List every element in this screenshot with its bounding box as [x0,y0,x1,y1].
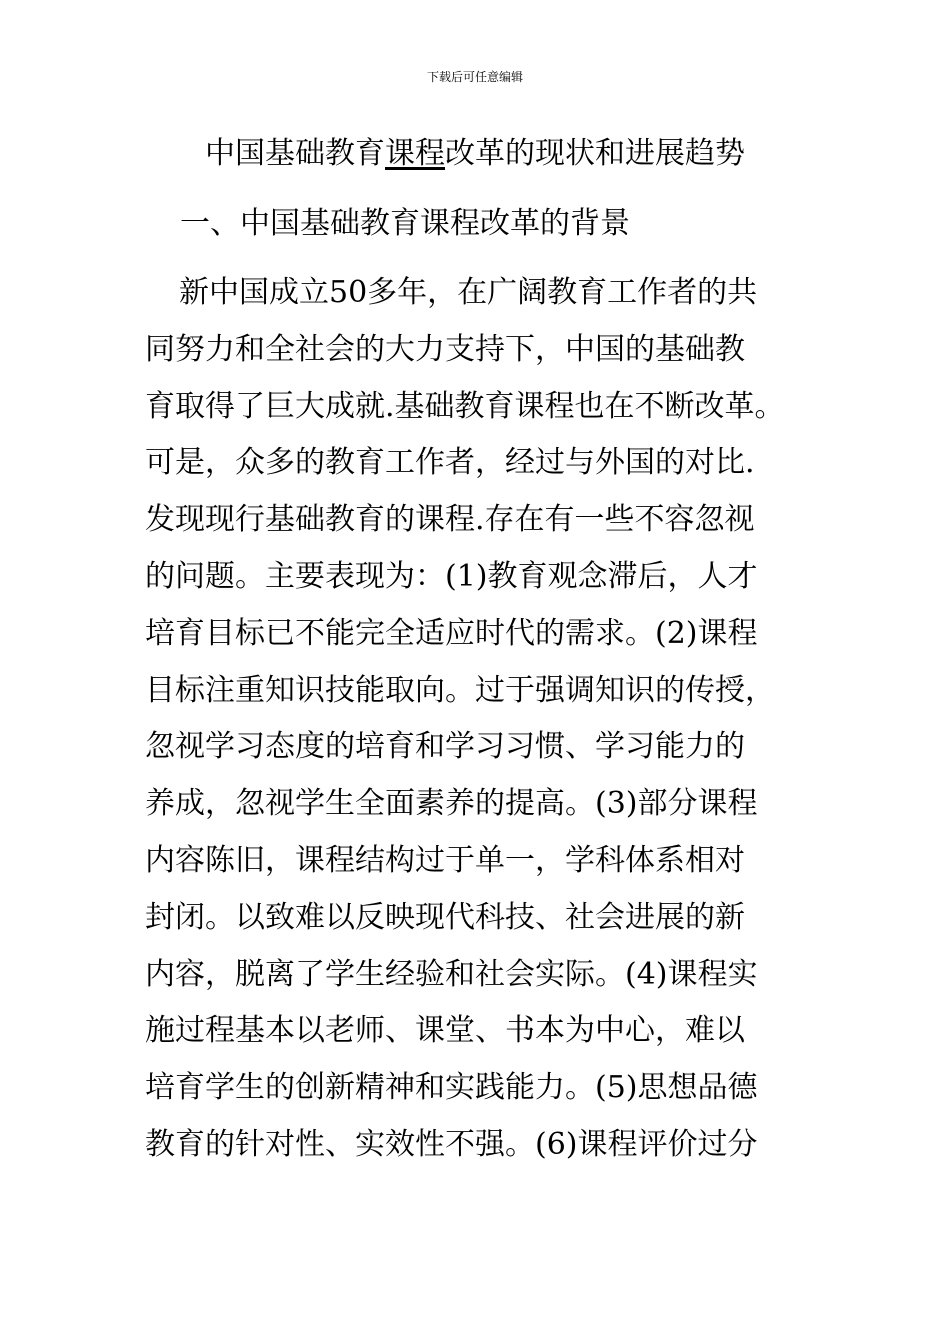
paragraph-line: 内容，脱离了学生经验和社会实际。(4)课程实 [145,956,758,992]
paragraph-line: 目标注重知识技能取向。过于强调知识的传授， [145,672,775,708]
paragraph-line: 新中国成立50多年，在广阔教育工作者的共 [179,275,758,310]
paragraph-line: 可是，众多的教育工作者，经过与外国的对比. [145,445,755,481]
section-heading: 一、中国基础教育课程改革的背景 [180,206,630,241]
title-suffix: 改革的现状和进展趋势 [445,136,745,171]
paragraph-line: 发现现行基础教育的课程.存在有一些不容忽视 [145,502,755,538]
paragraph-line: 封闭。以致难以反映现代科技、社会进展的新 [145,899,745,935]
paragraph-line: 忽视学习态度的培育和学习习惯、学习能力的 [145,729,745,765]
title-link-kecheng[interactable]: 课程 [385,136,445,171]
header-note: 下载后可任意编辑 [426,70,523,84]
paragraph-line: 教育的针对性、实效性不强。(6)课程评价过分 [145,1126,758,1162]
title-prefix: 中国基础教育 [205,136,385,171]
paragraph-line: 培育学生的创新精神和实践能力。(5)思想品德 [145,1070,758,1106]
paragraph-line: 内容陈旧，课程结构过于单一，学科体系相对 [145,842,745,878]
paragraph-line: 施过程基本以老师、课堂、书本为中心，难以 [145,1013,745,1049]
body-paragraph [145,270,815,1179]
paragraph-line: 同努力和全社会的大力支持下，中国的基础教 [145,331,745,367]
paragraph-line: 育取得了巨大成就.基础教育课程也在不断改革。 [145,388,785,424]
paragraph-line: 培育目标已不能完全适应时代的需求。(2)课程 [145,615,758,651]
paragraph-line: 的问题。主要表现为：(1)教育观念滞后，人才 [145,558,758,594]
paragraph-line: 养成，忽视学生全面素养的提高。(3)部分课程 [145,786,758,822]
document-title [205,134,745,174]
